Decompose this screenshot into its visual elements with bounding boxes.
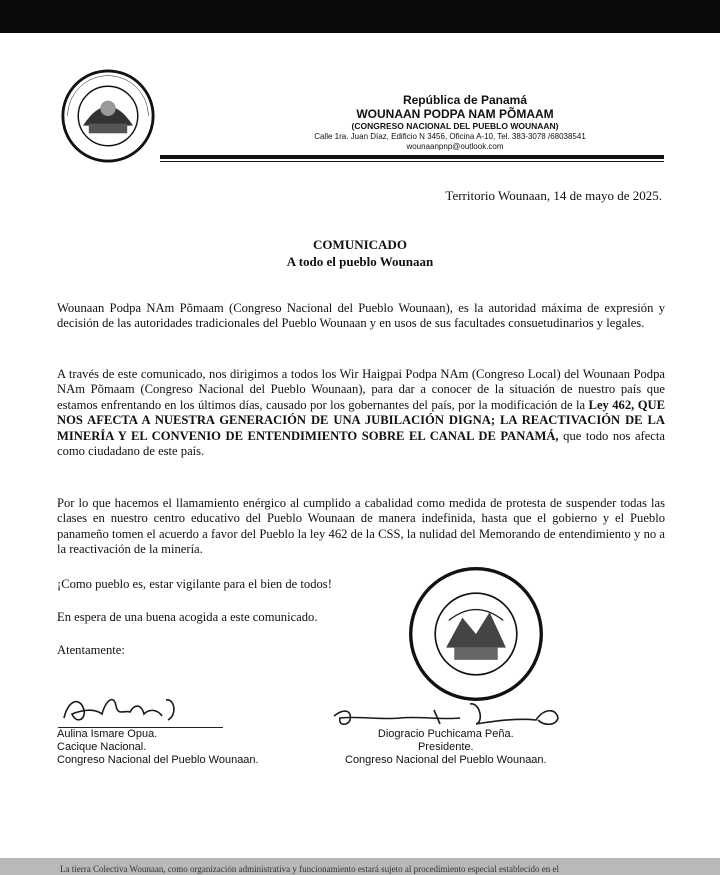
signer-cacique [57, 728, 259, 767]
header-rule-thick [160, 155, 664, 159]
paragraph-3: Por lo que hacemos el llamamiento enérgico al cumplido a cabalidad como medida de protesta de suspender todas las clases en nuestro centro educativo del Pueblo Wounaan de manera indefinida, hasta que el gobierno y el Pueblo panameño tomen el acuerdo a favor del Pueblo la ley 462 de la CSS, la nulidad del Memorando de entendimiento y no a la reactivación de la minería. [57, 496, 665, 557]
signer-role: Presidente. [417, 741, 474, 753]
bottom-gray-bar [0, 858, 720, 875]
signer-name: Aulina Ismare Opua. [57, 728, 158, 740]
date-line: Territorio Wounaan, 14 de mayo de 2025. [445, 188, 662, 203]
paragraph-2 [57, 367, 665, 459]
organization-email: wounaanpnp@outlook.com [406, 142, 504, 151]
paragraph-2-end: que todo nos afecta como ciudadano de este país. [57, 428, 665, 459]
document-title [200, 236, 520, 270]
signature-cacique [58, 680, 188, 730]
header-rule-thin [160, 161, 664, 162]
title-addressee: A todo el pueblo Wounaan [286, 254, 434, 269]
signer-role: Cacique Nacional. [57, 741, 147, 753]
organization-logo [60, 68, 156, 164]
organization-name: WOUNAAN PODPA NAM PÕMAAM [356, 107, 554, 121]
closing-salutation: Atentamente: [57, 643, 125, 657]
paragraph-2-intro: A través de este comunicado, nos dirigimos a todos los Wir Haigpai Podpa NAm (Congreso Local) del Wounaan Podpa NAm Põmaam (Congreso Nacional del Pueblo Wounaan), para dar a conocer de la situación de nuestro país que estamos enfrentando en los últimos días, causado por los gobernantes del país, por la modificación de la [57, 367, 665, 412]
signer-presidente [345, 728, 547, 767]
paragraph-1: Wounaan Podpa NAm Põmaam (Congreso Nacional del Pueblo Wounaan), es la autoridad máxima de expresión y decisión de las autoridades tradicionales del Pueblo Wounaan y en usos de sus facultades consuetudinarios y legales. [57, 301, 665, 331]
official-seal [408, 566, 544, 702]
signer-name: Diogracio Puchicama Peña. [377, 728, 514, 740]
organization-subtitle: (CONGRESO NACIONAL DEL PUEBLO WOUNAAN) [351, 121, 559, 131]
paragraph-4: ¡Como pueblo es, estar vigilante para el bien de todos! [57, 577, 332, 591]
signer-organization: Congreso Nacional del Pueblo Wounaan. [57, 754, 259, 766]
signer-organization: Congreso Nacional del Pueblo Wounaan. [345, 754, 547, 766]
country-name: República de Panamá [402, 93, 528, 107]
top-black-bar [0, 0, 720, 33]
organization-address: Calle 1ra. Juan Díaz, Edificio N 3456, Oficina A-10, Tel. 383-3078 /68038541 [314, 132, 586, 141]
paragraph-2-bold: Ley 462, QUE NOS AFECTA A NUESTRA GENERACIÓN DE UNA JUBILACIÓN DIGNA; LA REACTIVACIÓN DE LA MINERÍA Y EL CONVENIO DE ENTENDIMIENTO SOBRE EL CANAL DE PANAMÁ, [57, 397, 665, 443]
letterhead [200, 93, 610, 152]
title-comunicado: COMUNICADO [313, 237, 407, 252]
next-page-text: La tierra Colectiva Wounaan, como organización administrativa y funcionamiento estará sujeto al procedimiento especial establecido en el [60, 864, 560, 874]
paragraph-5: En espera de una buena acogida a este comunicado. [57, 610, 318, 624]
